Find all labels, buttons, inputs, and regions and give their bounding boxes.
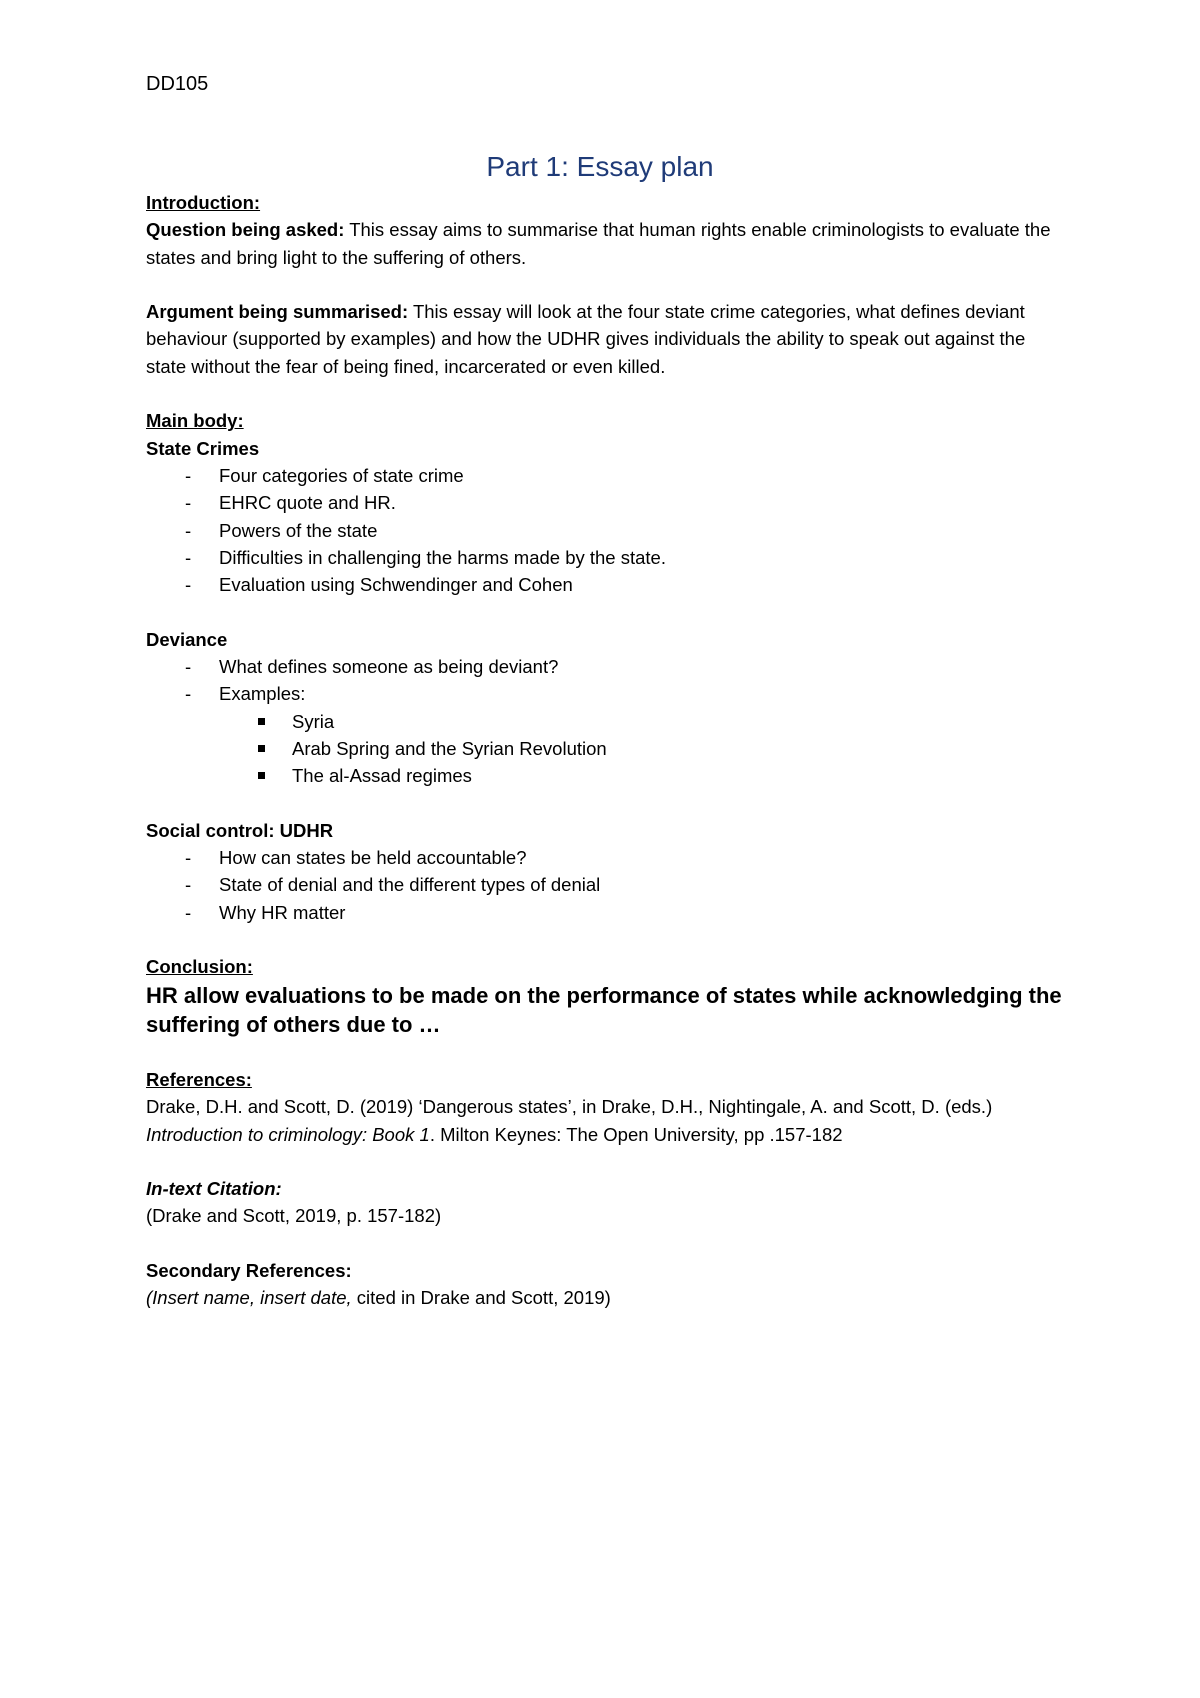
- reference-part2: . Milton Keynes: The Open University, pp .157-182: [429, 1123, 843, 1145]
- examples-list: [146, 708, 1066, 790]
- reference-entry: [146, 1093, 1066, 1148]
- list-item: - Evaluation using Schwendinger and Cohen: [146, 571, 1066, 598]
- list-item: Syria: [146, 708, 1066, 735]
- state-crimes-list: [146, 462, 1066, 598]
- list-item: - Why HR matter: [146, 899, 1066, 926]
- list-item: - Difficulties in challenging the harms made by the state.: [146, 544, 1066, 571]
- secondary-references-heading: Secondary References:: [146, 1259, 352, 1281]
- list-item: - Examples:: [146, 680, 1066, 707]
- state-crimes-heading: State Crimes: [146, 437, 260, 459]
- secondary-reference-rest: cited in Drake and Scott, 2019): [351, 1287, 611, 1309]
- list-item: - What defines someone as being deviant?: [146, 653, 1066, 680]
- argument-paragraph: [146, 298, 1066, 380]
- secondary-reference-entry: [146, 1284, 1066, 1311]
- references-heading: References:: [146, 1068, 252, 1090]
- list-item: - How can states be held accountable?: [146, 844, 1066, 871]
- deviance-list: [146, 653, 1066, 708]
- conclusion-text: HR allow evaluations to be made on the performance of states while acknowledging the suffering of others due to …: [146, 982, 1062, 1037]
- question-text: This essay aims to summarise that human rights enable criminologists to evaluate the states and bring light to the suffering of others.: [146, 219, 1051, 268]
- in-text-citation-heading: In-text Citation:: [146, 1178, 282, 1200]
- argument-text: This essay will look at the four state crime categories, what defines deviant behaviour (supported by examples) and how the UDHR gives individuals the ability to speak out against the state without the fear of being fined, incarcerated or even killed.: [146, 301, 1026, 377]
- list-item: Arab Spring and the Syrian Revolution: [146, 735, 1066, 762]
- reference-part1: Drake, D.H. and Scott, D. (2019) ‘Dangerous states’, in Drake, D.H., Nightingale, A. and Scott, D. (eds.): [146, 1096, 993, 1118]
- list-item: - Powers of the state: [146, 517, 1066, 544]
- social-control-heading: Social control: UDHR: [146, 819, 334, 841]
- course-code: DD105: [146, 73, 209, 95]
- introduction-heading: Introduction:: [146, 192, 261, 213]
- argument-label: Argument being summarised:: [146, 301, 409, 323]
- list-item: - Four categories of state crime: [146, 462, 1066, 489]
- secondary-reference-placeholder: (Insert name, insert date,: [146, 1287, 352, 1309]
- in-text-citation-text: (Drake and Scott, 2019, p. 157-182): [146, 1205, 442, 1227]
- list-item: The al-Assad regimes: [146, 762, 1066, 789]
- page-title: Part 1: Essay plan: [486, 151, 714, 182]
- document-body: [146, 189, 1066, 1312]
- list-item: - State of denial and the different types of denial: [146, 871, 1066, 898]
- social-control-list: [146, 844, 1066, 926]
- deviance-heading: Deviance: [146, 628, 228, 650]
- question-paragraph: [146, 216, 1066, 271]
- main-body-heading: Main body:: [146, 410, 244, 432]
- list-item: - EHRC quote and HR.: [146, 489, 1066, 516]
- reference-book-title: Introduction to criminology: Book 1: [146, 1123, 430, 1145]
- question-label: Question being asked:: [146, 219, 345, 241]
- conclusion-heading: Conclusion:: [146, 956, 253, 978]
